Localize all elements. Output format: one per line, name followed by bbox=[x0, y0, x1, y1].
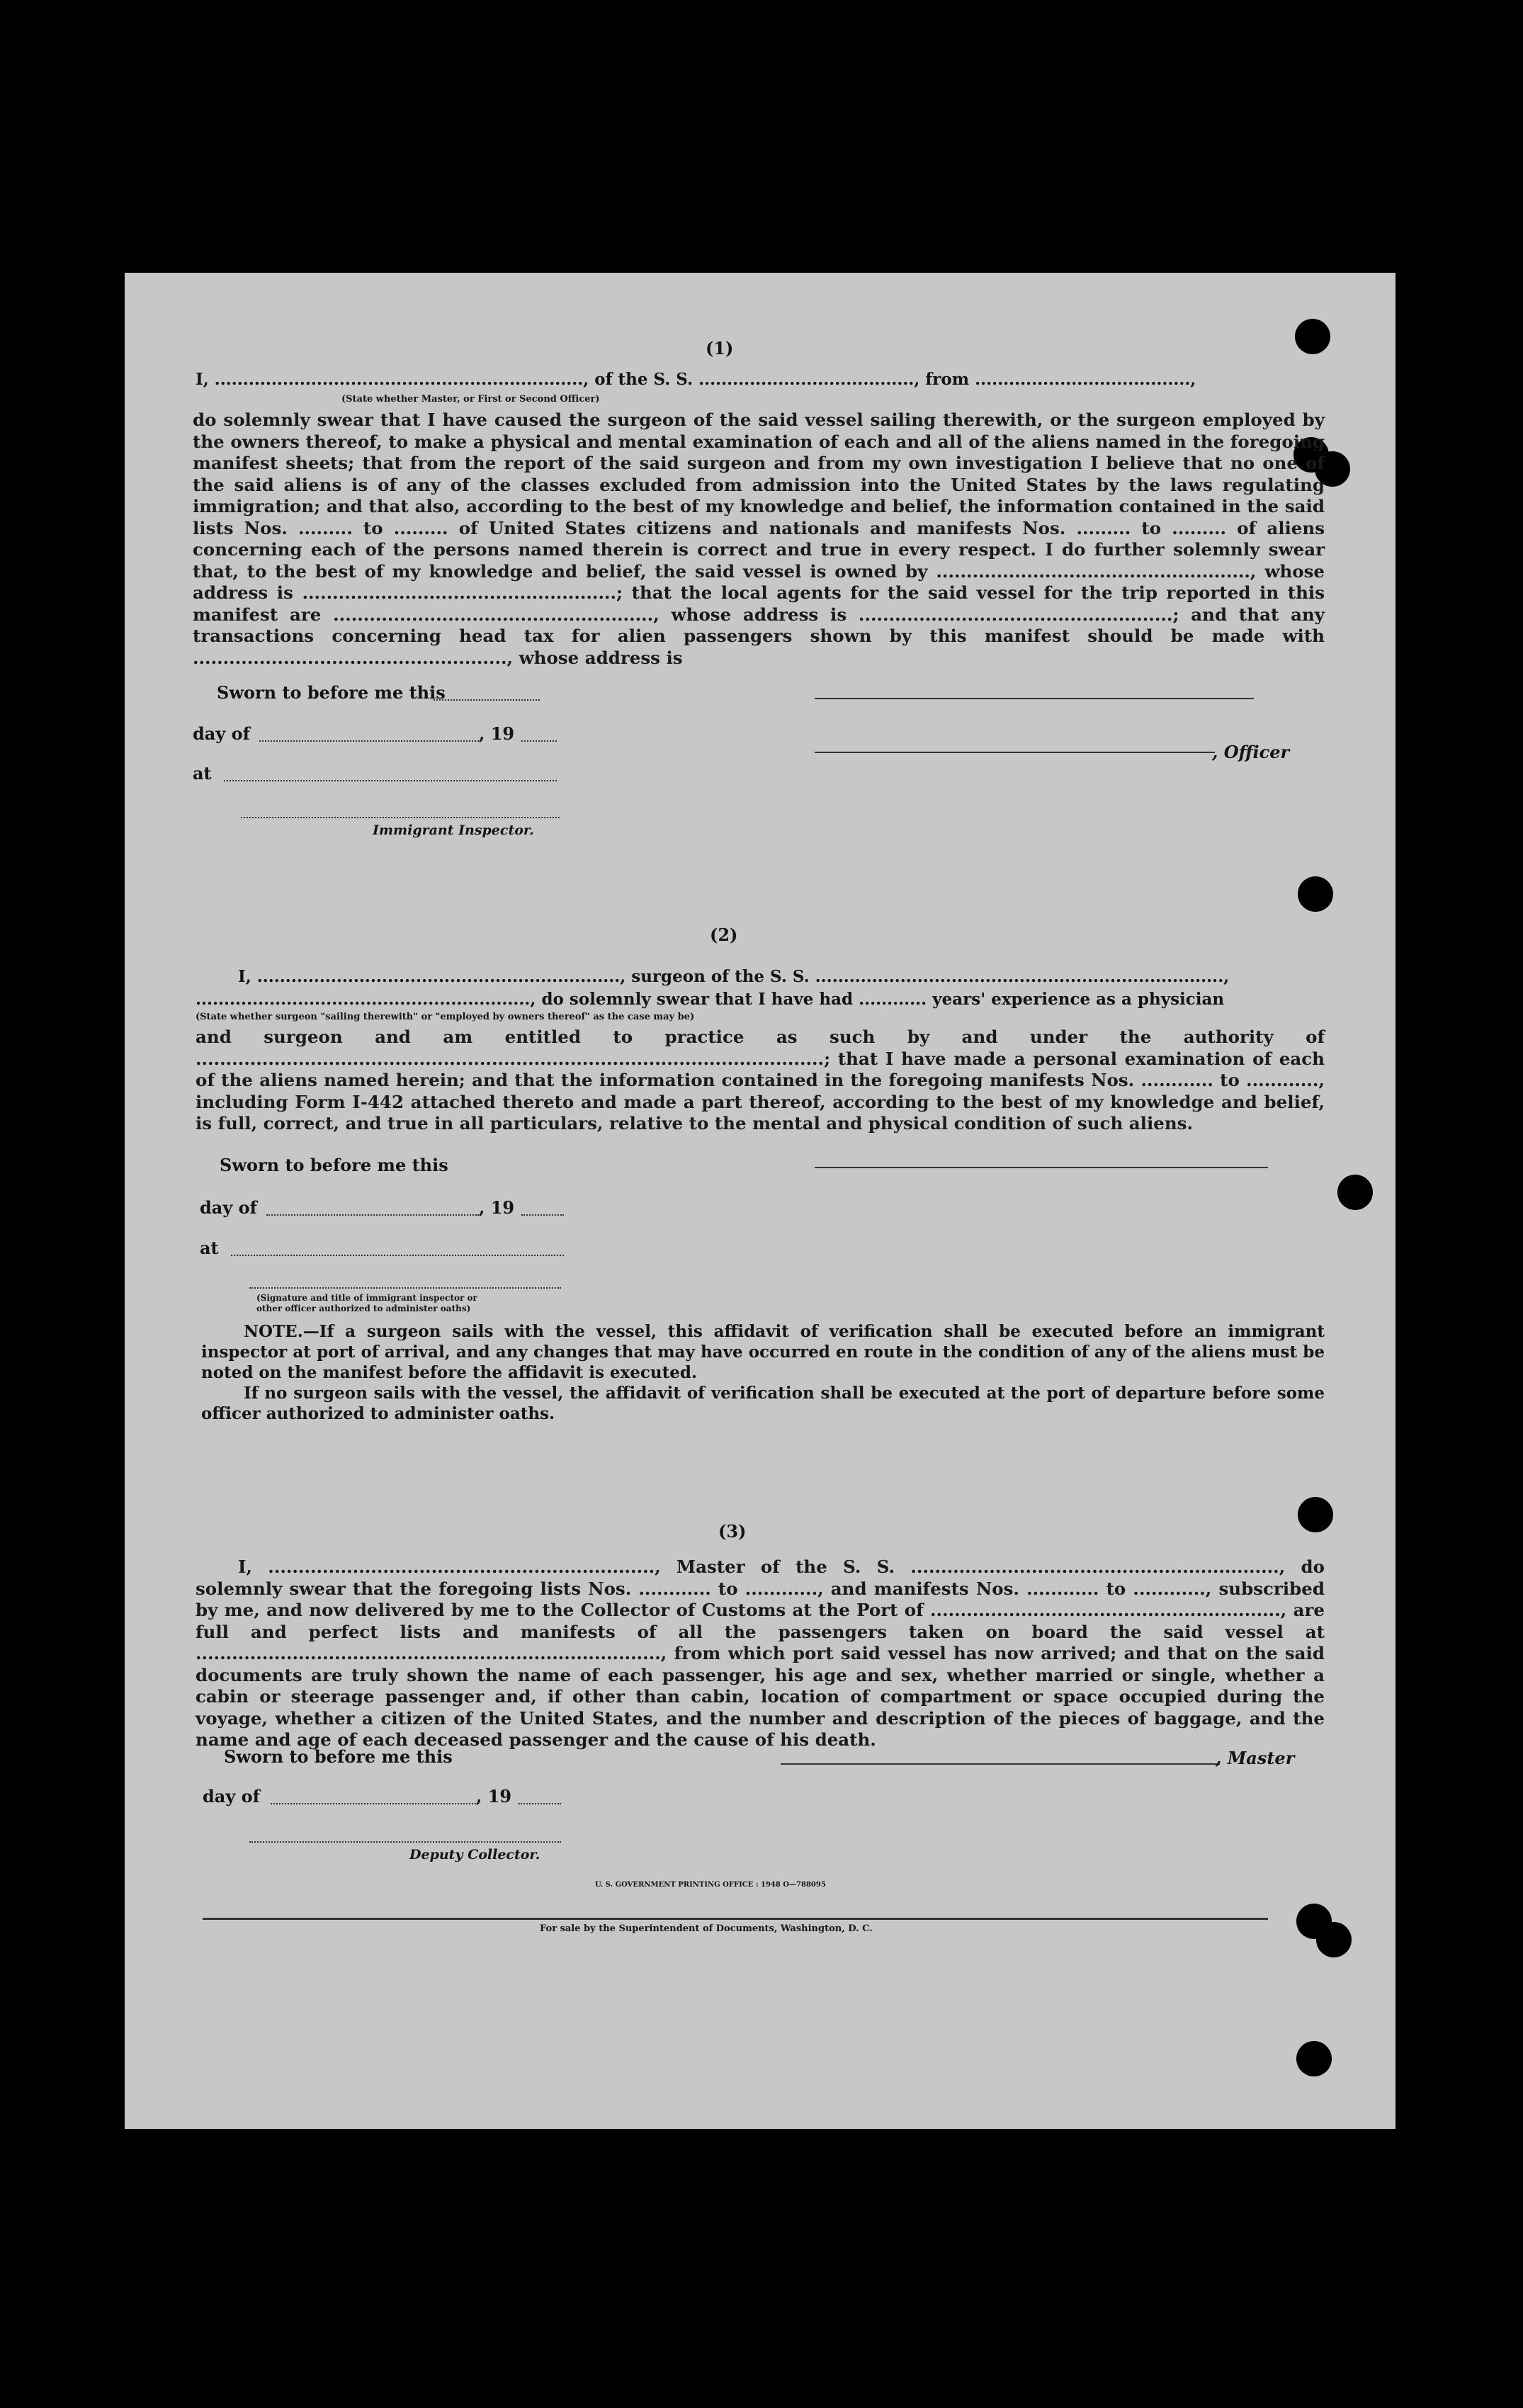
section-2-oath-paragraph: and surgeon and am entitled to practice as such by and under the authority of ........................................................................................................; that I have made a personal examination of each of the aliens named herein; and that the information contained in the foregoing manifests Nos. ............ to ............, including Form I-442 attached thereto and made a part thereof, according to the best of my knowledge and belief, is full, correct, and true in all particulars, relative to the mental and physical condition of such aliens. bbox=[196, 1027, 1325, 1134]
manifest-affidavit-sheet bbox=[125, 273, 1395, 2129]
printer-line: U. S. GOVERNMENT PRINTING OFFICE : 1948 O—788095 bbox=[595, 1881, 826, 1889]
year-line bbox=[521, 740, 557, 742]
section-3-number: (3) bbox=[718, 1521, 747, 1542]
punch-hole bbox=[1298, 1497, 1333, 1532]
note-paragraph-2: If no surgeon sails with the vessel, the affidavit of verification shall be executed at the port of departure before some officer authorized to administer oaths. bbox=[201, 1384, 1325, 1423]
section-3-deputy-label: Deputy Collector. bbox=[409, 1847, 540, 1862]
section-1-year-label: , 19 bbox=[479, 723, 515, 744]
punch-hole bbox=[1295, 319, 1330, 354]
officer-signature-line bbox=[815, 698, 1254, 699]
section-3-day-label: day of bbox=[203, 1786, 260, 1807]
punch-hole bbox=[1337, 1175, 1373, 1210]
master-signature-line bbox=[781, 1763, 1220, 1765]
year-line bbox=[519, 1803, 561, 1804]
section-2-second-line: ..........................................................., do solemnly swear that I have had ............ years' experience as a physician bbox=[196, 990, 1225, 1009]
section-3-oath-paragraph: I, ................................................................, Master of the S. S. ............................................................., do solemnly swear that the foregoing lists Nos. ............ to ............, and manifests Nos. ............ to ............, subscribed by me, and now delivered by me to the Collector of Customs at the Port of .........................................................., are full and perfect lists and manifests of all the passengers taken on board the said vessel at ............................................................................., from which port said vessel has now arrived; and that on the said documents are truly shown the name of each passenger, his age and sex, whether married or single, whether a cabin or steerage passenger and, if other than cabin, location of compartment or space occupied during the voyage, whether a citizen of the United States, and the number and description of the pieces of baggage, and the name and age of each deceased passenger and the cause of his death. bbox=[196, 1556, 1325, 1750]
section-2-oath-text bbox=[196, 1027, 1325, 1135]
section-1-sworn-label: Sworn to before me this bbox=[217, 682, 446, 703]
section-3-year-label: , 19 bbox=[476, 1786, 512, 1807]
at-line bbox=[224, 780, 557, 781]
section-2-day-label: day of bbox=[200, 1197, 257, 1218]
section-2-sworn-label: Sworn to before me this bbox=[220, 1155, 448, 1175]
day-line bbox=[266, 1214, 479, 1216]
section-1-at-label: at bbox=[193, 763, 212, 784]
section-2-note bbox=[201, 1321, 1325, 1424]
section-1-number: (1) bbox=[706, 338, 734, 358]
section-1-inspector-label: Immigrant Inspector. bbox=[373, 823, 534, 838]
footer-text: For sale by the Superintendent of Documents, Washington, D. C. bbox=[540, 1923, 873, 1934]
section-3-master-label: , Master bbox=[1216, 1748, 1295, 1768]
officer-line bbox=[815, 752, 1215, 753]
punch-hole bbox=[1298, 876, 1333, 912]
year-line bbox=[521, 1214, 564, 1216]
day-line bbox=[271, 1803, 476, 1804]
section-1-rank-hint: (State whether Master, or First or Second Officer) bbox=[341, 394, 600, 405]
section-2-signature-hint-2: other officer authorized to administer oaths) bbox=[256, 1304, 471, 1313]
inspector-signature-line bbox=[249, 1287, 561, 1289]
section-3-oath-text bbox=[196, 1556, 1325, 1751]
surgeon-signature-line bbox=[815, 1167, 1268, 1168]
note-paragraph-1: NOTE.—If a surgeon sails with the vessel, this affidavit of verification shall be executed before an immigrant inspector at port of arrival, and any changes that may have occurred en route in the condition of any of the aliens must be noted on the manifest before the affidavit is executed. bbox=[201, 1322, 1325, 1382]
sworn-date-line bbox=[434, 699, 540, 701]
section-1-oath-paragraph: do solemnly swear that I have caused the surgeon of the said vessel sailing therewith, or the surgeon employed by the owners thereof, to make a physical and mental examination of each and all of the aliens named in the foregoing manifest sheets; that from the report of the said surgeon and from my own investigation I believe that no one of the said aliens is of any of the classes excluded from admission into the United States by the laws regulating immigration; and that also, according to the best of my knowledge and belief, the information contained in the said lists Nos. ......... to ......... of United States citizens and nationals and manifests Nos. ......... to ......... of aliens concerning each of the persons named therein is correct and true in every respect. I do further solemnly swear that, to the best of my knowledge and belief, the said vessel is owned by ...................................................., whose address is ....................................................; that the local agents for the said vessel for the trip reported in this manifest are ....................................................., whose address is ....................................................; and that any transactions concerning head tax for alien passengers shown by this manifest should be made with ...................................................., whose address is bbox=[193, 409, 1325, 668]
collector-signature-line bbox=[249, 1841, 561, 1843]
section-2-at-label: at bbox=[200, 1238, 219, 1258]
day-line bbox=[259, 740, 479, 742]
footer-rule bbox=[203, 1918, 1268, 1920]
section-1-day-label: day of bbox=[193, 723, 250, 744]
section-1-officer-label: , Officer bbox=[1212, 742, 1290, 762]
inspector-signature-line bbox=[241, 817, 560, 818]
section-1-first-line: I, ................................................................., of the S. S. ......................................, from ......................................, bbox=[196, 370, 1196, 389]
punch-hole bbox=[1316, 1922, 1352, 1957]
section-3-sworn-label: Sworn to before me this bbox=[224, 1746, 453, 1767]
at-line bbox=[231, 1255, 564, 1256]
section-2-signature-hint-1: (Signature and title of immigrant inspector or bbox=[256, 1293, 477, 1303]
section-2-number: (2) bbox=[710, 925, 738, 945]
section-2-year-label: , 19 bbox=[479, 1197, 515, 1218]
section-2-first-line: I, ................................................................, surgeon of the S. S. ........................................................................, bbox=[238, 967, 1230, 986]
section-2-surgeon-hint: (State whether surgeon "sailing therewith" or "employed by owners thereof" as the case may be) bbox=[196, 1012, 695, 1022]
punch-hole bbox=[1296, 2041, 1332, 2076]
section-1-oath-text bbox=[193, 409, 1325, 669]
